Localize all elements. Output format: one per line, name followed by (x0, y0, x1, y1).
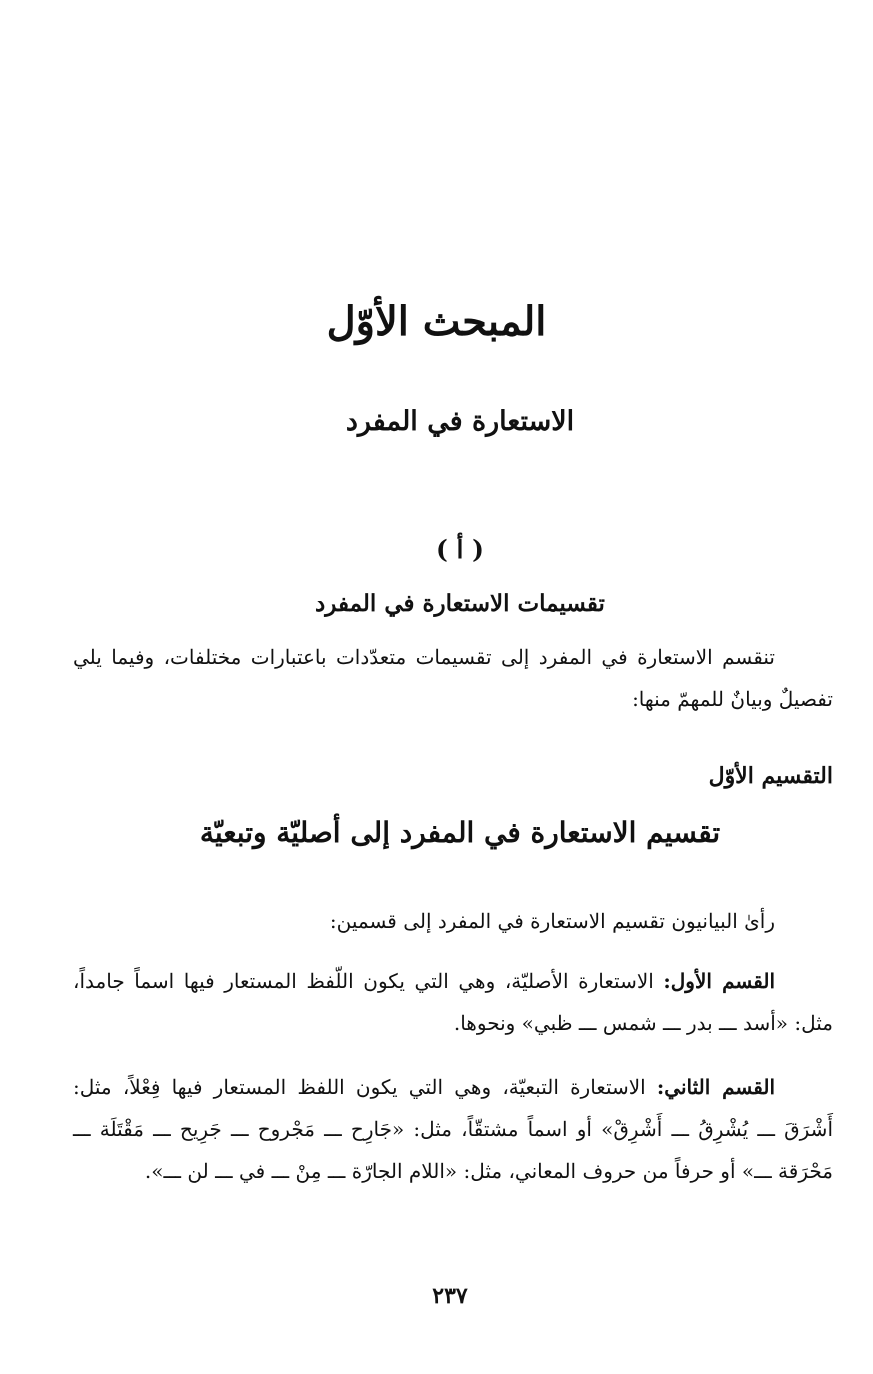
paragraph-first-section (73, 960, 833, 1044)
division-title: تقسيم الاستعارة في المفرد إلى أصليّة وتبعيّة (199, 816, 721, 849)
part-title: تقسيمات الاستعارة في المفرد (315, 590, 605, 617)
part-label: ( أ ) (435, 535, 484, 564)
section-title: المبحث الأوّل (326, 298, 547, 345)
second-section-text: الاستعارة التبعيّة، وهي التي يكون اللفظ المستعار فيها فِعْلاً، مثل: أَشْرَقَ ـــ يُشْرِقُ ـــ أَشْرِقْ» أو اسماً مشتقّاً، مثل: «جَارِح ـــ مَجْروح ـــ جَرِيح ـــ مَقْتَلَة ـــ مَحْرَقة ـــ» أو حرفاً من حروف المعاني، مثل: «اللام الجارّة ـــ مِنْ ـــ في ـــ لن ـــ». (73, 1075, 833, 1183)
division-label: التقسيم الأوّل (708, 763, 833, 789)
first-section-term: القسم الأول: (663, 969, 776, 993)
first-section-text: الاستعارة الأصليّة، وهي التي يكون اللّفظ المستعار فيها اسماً جامداً، مثل: «أسد ـــ بدر ـــ شمس ـــ ظبي» ونحوها. (73, 969, 833, 1035)
paragraph-classification: رأىٰ البيانيون تقسيم الاستعارة في المفرد إلى قسمين: (329, 909, 775, 933)
intro-paragraph: تنقسم الاستعارة في المفرد إلى تقسيمات متعدّدات باعتبارات مختلفات، وفيما يلي تفصيلٌ وبيانٌ للمهمّ منها: (73, 645, 833, 711)
page-number: ٢٣٧ (432, 1283, 468, 1309)
section-subtitle: الاستعارة في المفرد (345, 406, 575, 437)
second-section-term: القسم الثاني: (656, 1075, 776, 1099)
paragraph-second-section (73, 1066, 833, 1192)
